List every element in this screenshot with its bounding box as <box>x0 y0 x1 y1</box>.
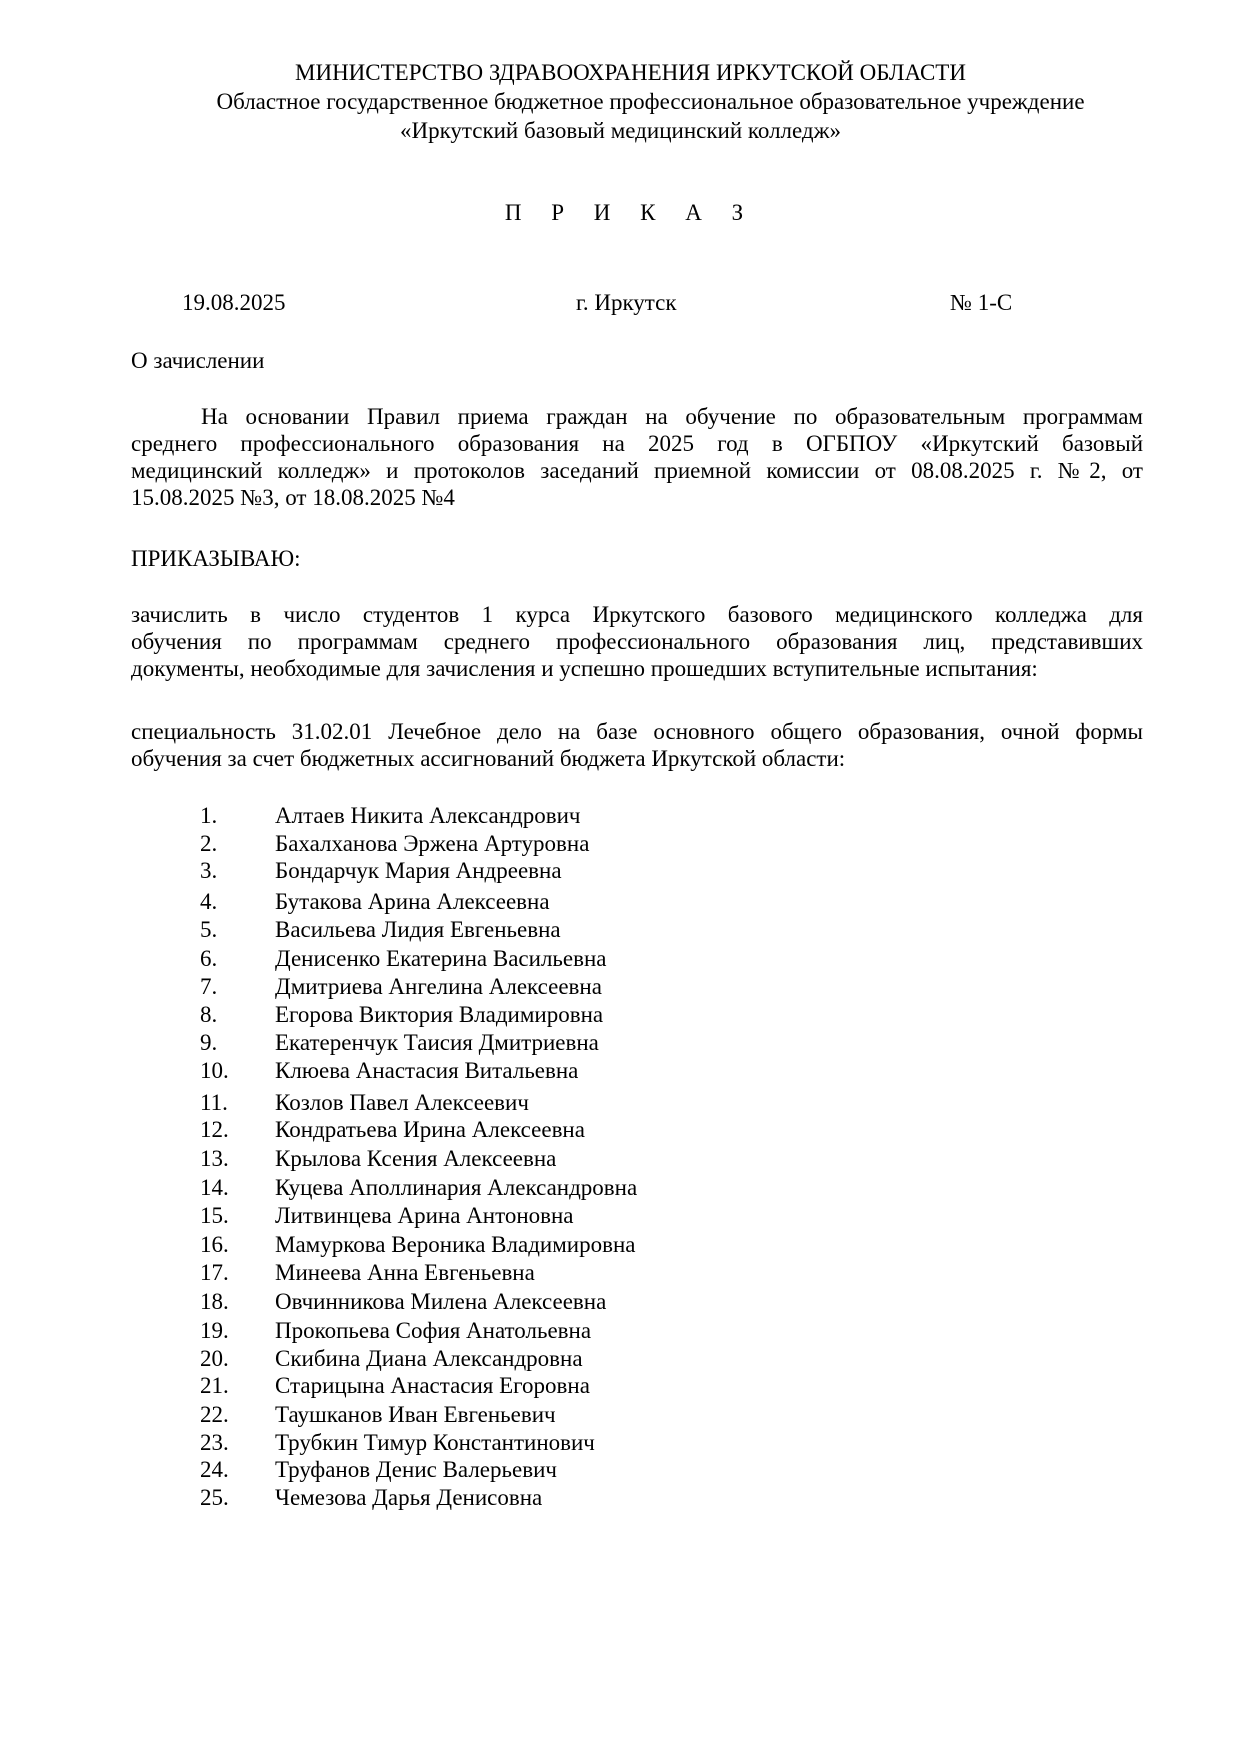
order-date: 19.08.2025 <box>182 290 286 315</box>
list-item-number: 3. <box>200 858 218 883</box>
list-item-number: 5. <box>200 917 218 942</box>
student-name: Труфанов Денис Валерьевич <box>275 1457 557 1482</box>
student-name: Старицына Анастасия Егоровна <box>275 1373 590 1398</box>
student-name: Козлов Павел Алексеевич <box>275 1090 529 1115</box>
document-title: П Р И К А З <box>504 200 756 225</box>
student-name: Мамуркова Вероника Владимировна <box>275 1232 636 1257</box>
student-name: Скибина Диана Александровна <box>275 1346 583 1371</box>
list-item-number: 1. <box>200 803 218 828</box>
list-item-number: 16. <box>200 1232 229 1257</box>
preamble-line: 15.08.2025 №3, от 18.08.2025 №4 <box>131 485 455 510</box>
student-name: Минеева Анна Евгеньевна <box>275 1260 535 1285</box>
specialty-line: специальность 31.02.01 Лечебное дело на базе основного общего образования, очной формы <box>131 719 1143 744</box>
decision-line: обучения по программам среднего профессионального образования лиц, представивших <box>131 629 1143 654</box>
list-item-number: 25. <box>200 1485 229 1510</box>
student-name: Бондарчук Мария Андреевна <box>275 858 562 883</box>
student-name: Куцева Аполлинария Александровна <box>275 1175 638 1200</box>
student-name: Денисенко Екатерина Васильевна <box>275 946 607 971</box>
student-name: Клюева Анастасия Витальевна <box>275 1058 579 1083</box>
list-item-number: 11. <box>200 1090 228 1115</box>
list-item-number: 21. <box>200 1373 229 1398</box>
preamble-line: среднего профессионального образования на 2025 год в ОГБПОУ «Иркутский базовый <box>131 431 1143 456</box>
specialty-paragraph <box>131 718 1143 772</box>
list-item-number: 10. <box>200 1058 229 1083</box>
student-name: Бахалханова Эржена Артуровна <box>275 831 590 856</box>
ministry-heading: МИНИСТЕРСТВО ЗДРАВООХРАНЕНИЯ ИРКУТСКОЙ ОБЛАСТИ <box>295 60 966 85</box>
student-name: Васильева Лидия Евгеньевна <box>275 917 561 942</box>
student-name: Кондратьева Ирина Алексеевна <box>275 1117 585 1142</box>
decision-paragraph <box>131 601 1143 682</box>
list-item-number: 7. <box>200 974 218 999</box>
student-name: Алтаев Никита Александрович <box>275 803 581 828</box>
specialty-line: обучения за счет бюджетных ассигнований бюджета Иркутской области: <box>131 746 846 771</box>
list-item-number: 17. <box>200 1260 229 1285</box>
decision-line: документы, необходимые для зачисления и успешно прошедших вступительные испытания: <box>131 656 1038 681</box>
list-item-number: 23. <box>200 1430 229 1455</box>
student-name: Литвинцева Арина Антоновна <box>275 1203 574 1228</box>
list-item-number: 15. <box>200 1203 229 1228</box>
list-item-number: 24. <box>200 1457 229 1482</box>
college-heading: «Иркутский базовый медицинский колледж» <box>399 118 842 143</box>
list-item-number: 19. <box>200 1318 229 1343</box>
list-item-number: 9. <box>200 1030 218 1055</box>
decision-line: зачислить в число студентов 1 курса Иркутского базового медицинского колледжа для <box>131 602 1143 627</box>
preamble-paragraph <box>131 403 1143 511</box>
student-name: Чемезова Дарья Денисовна <box>275 1485 543 1510</box>
list-item-number: 6. <box>200 946 218 971</box>
student-name: Егорова Виктория Владимировна <box>275 1002 604 1027</box>
preamble-line: На основании Правил приема граждан на обучение по образовательным программам <box>201 404 1143 429</box>
list-item-number: 8. <box>200 1002 218 1027</box>
student-name: Крылова Ксения Алексеевна <box>275 1146 557 1171</box>
student-name: Бутакова Арина Алексеевна <box>275 889 550 914</box>
student-name: Таушканов Иван Евгеньевич <box>275 1402 556 1427</box>
order-number: № 1-С <box>950 290 1013 315</box>
list-item-number: 4. <box>200 889 218 914</box>
student-name: Трубкин Тимур Константинович <box>275 1430 595 1455</box>
order-city: г. Иркутск <box>576 290 677 315</box>
institution-heading: Областное государственное бюджетное профессиональное образовательное учреждение <box>216 89 1085 114</box>
list-item-number: 22. <box>200 1402 229 1427</box>
order-subject: О зачислении <box>131 348 265 373</box>
student-name: Прокопьева София Анатольевна <box>275 1318 592 1343</box>
order-word: ПРИКАЗЫВАЮ: <box>131 546 301 571</box>
student-name: Овчинникова Милена Алексеевна <box>275 1289 607 1314</box>
list-item-number: 2. <box>200 831 218 856</box>
list-item-number: 20. <box>200 1346 229 1371</box>
student-name: Екатеренчук Таисия Дмитриевна <box>275 1030 599 1055</box>
preamble-line: медицинский колледж» и протоколов заседаний приемной комиссии от 08.08.2025 г. №2, от <box>131 458 1143 483</box>
student-name: Дмитриева Ангелина Алексеевна <box>275 974 602 999</box>
list-item-number: 18. <box>200 1289 229 1314</box>
list-item-number: 12. <box>200 1117 229 1142</box>
list-item-number: 14. <box>200 1175 229 1200</box>
list-item-number: 13. <box>200 1146 229 1171</box>
